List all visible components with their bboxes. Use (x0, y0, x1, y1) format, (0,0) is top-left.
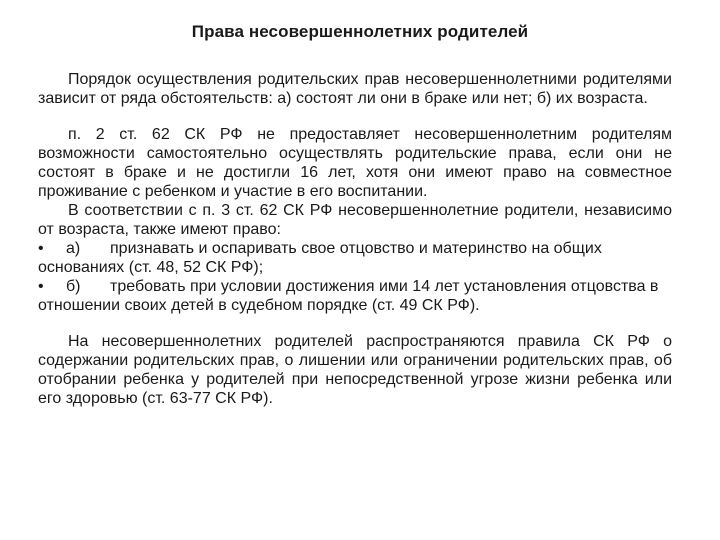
paragraph-article-62-part-3: В соответствии с п. 3 ст. 62 СК РФ несовершеннолетние родители, независимо от возраста, также имеют право: (38, 202, 672, 238)
paragraph-article-62-part-2: п. 2 ст. 62 СК РФ не предоставляет несовершеннолетним родителям возможности самостоятельно осуществлять родительские права, если они не состоят в браке и не достигли 16 лет, хотя они имеют право на совместное проживание с ребенком и участие в его воспитании. (38, 126, 672, 200)
bullet-text: признавать и оспаривать свое отцовство и материнство на общих основаниях (ст. 48, 52 СК РФ); (38, 240, 602, 276)
bullet-icon: • (38, 240, 44, 257)
slide-content (38, 70, 672, 408)
bullet-key: б) (66, 278, 81, 295)
paragraph-order-of-rights: Порядок осуществления родительских прав несовершеннолетними родителями зависит от ряда обстоятельств: а) состоят ли они в браке или нет; б) их возраста. (38, 71, 672, 107)
paragraph-gap (38, 108, 672, 125)
paragraph-applicable-rules: На несовершеннолетних родителей распространяются правила СК РФ о содержании родительских прав, о лишении или ограничении родительских прав, об отобрании ребенка у родителей при непосредственной угрозе жизни ребенка или его здоровью (ст. 63-77 СК РФ). (38, 333, 672, 407)
bullet-item-a (38, 239, 672, 277)
paragraph-gap (38, 315, 672, 332)
bullet-icon: • (38, 278, 44, 295)
bullet-text: требовать при условии достижения ими 14 лет установления отцовства в отношении своих детей в судебном порядке (ст. 49 СК РФ). (38, 278, 659, 314)
bullet-key: а) (66, 240, 81, 257)
slide-title: Права несовершеннолетних родителей (191, 22, 529, 41)
bullet-item-b (38, 277, 672, 315)
